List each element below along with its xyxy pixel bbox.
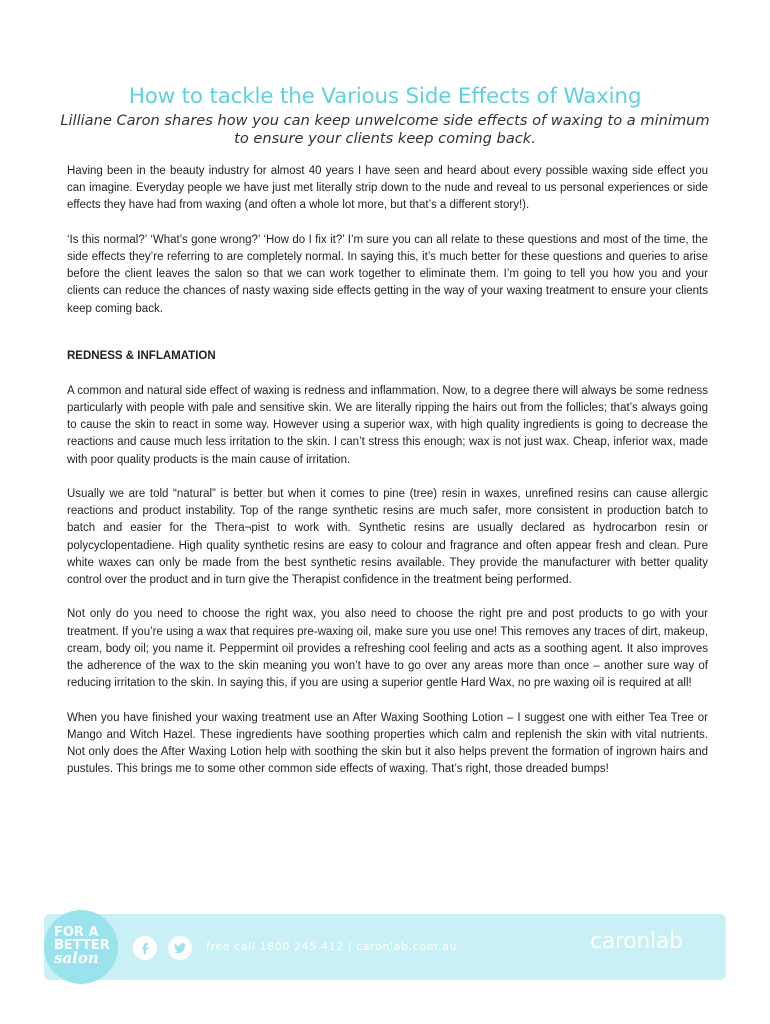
section-paragraph-1: A common and natural side effect of waxing is redness and inflammation. Now, to a degree there will always be some redness particularly with people with pale and sensitive skin. We are literally ripping the hairs out from the follicles; that’s always going to cause the skin to react in some way. However using a superior wax, with high quality ingredients is going to decrease the reactions and cause much less irritation to the skin. I can’t stress this enough; wax is not just wax. Cheap, inferior wax, made with poor quality products is the main cause of irritation.: [67, 384, 708, 466]
contact-text: free call 1800 245 412 | caronlab.com.au: [206, 940, 458, 953]
badge-line-3: salon: [54, 949, 99, 967]
twitter-icon[interactable]: [168, 936, 192, 960]
section-paragraph-3: Not only do you need to choose the right wax, you also need to choose the right pre and post products to go with your treatment. If you’re using a wax that requires pre-waxing oil, make sure you use one! This removes any traces of dirt, makeup, cream, body oil; you name it. Peppermint oil provides a refreshing cool feeling and acts as a soothing agent. It also improves the adherence of the wax to the skin meaning you won’t have to go over any areas more than once – another sure way of reducing irritation to the skin. In saying this, if you are using a superior gentle Hard Wax, no pre waxing oil is required at all!: [67, 608, 708, 690]
article-body: [67, 163, 708, 796]
twitter-glyph: [172, 940, 188, 956]
facebook-glyph: [137, 940, 153, 956]
for-a-better-salon-badge: [44, 910, 118, 984]
badge-line-1: FOR A: [54, 925, 99, 940]
article-subtitle: Lilliane Caron shares how you can keep unwelcome side effects of waxing to a minimum to ensure your clients keep coming back.: [60, 112, 710, 147]
intro-paragraph-2: ‘Is this normal?’ ‘What’s gone wrong?’ ‘How do I fix it?’ I’m sure you can all relate to these questions and most of the time, the side effects they’re referring to are completely normal. In saying this, it’s much better for these questions and queries to arise before the client leaves the salon so that we can work together to eliminate them. I’m going to tell you how you and your clients can reduce the chances of nasty waxing side effects getting in the way of your waxing treatment to ensure your clients keep coming back.: [67, 233, 708, 315]
section-heading: REDNESS & INFLAMATION: [67, 349, 216, 362]
badge-line-2: BETTER: [54, 938, 110, 953]
intro-paragraph-1: Having been in the beauty industry for almost 40 years I have seen and heard about every possible waxing side effect you can imagine. Everyday people we have just met literally strip down to the nude and reveal to us personal experiences or side effects they have had from waxing (and often a whole lot more, but that’s a different story!).: [67, 165, 708, 212]
caronlab-logo: caronlab: [590, 929, 683, 954]
section-paragraph-2: Usually we are told “natural” is better but when it comes to pine (tree) resin in waxes, unrefined resins can cause allergic reactions and product instability. Top of the range synthetic resins are much safer, more consistent in production batch to batch and easier for the Thera¬pist to work with. Synthetic resins are usually declared as hydrocarbon resin or polycyclopentadiene. High quality synthetic resins are easy to colour and fragrance and often appear fresh and clean. Pure white waxes can only be made from the best synthetic resins available. They provide the manufacturer with better quality control over the product and in turn give the Therapist confidence in the treatment being performed.: [67, 488, 708, 587]
section-paragraph-4: When you have finished your waxing treatment use an After Waxing Soothing Lotion – I suggest one with either Tea Tree or Mango and Witch Hazel. These ingredients have soothing properties which calm and replenish the skin with vital nutrients. Not only does the After Waxing Lotion help with soothing the skin but it also helps prevent the formation of ingrown hairs and pustules. This brings me to some other common side effects of waxing. That’s right, those dreaded bumps!: [67, 711, 708, 776]
article-title: How to tackle the Various Side Effects of Waxing: [128, 84, 642, 109]
facebook-icon[interactable]: [133, 936, 157, 960]
